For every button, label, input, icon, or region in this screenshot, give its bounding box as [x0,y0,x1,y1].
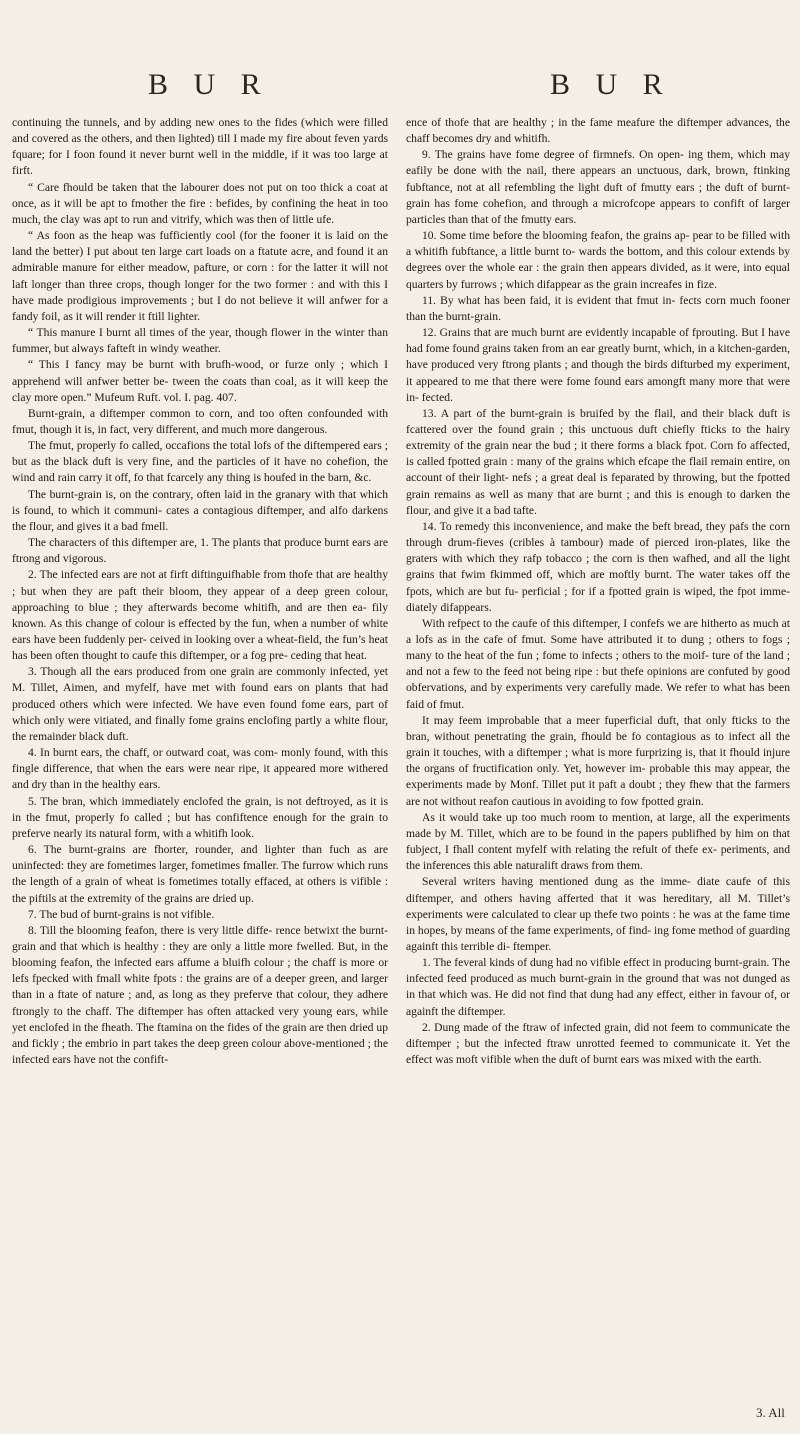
catchword: 3. All [756,1405,785,1420]
paragraph: “ As foon as the heap was fufficiently cool (for the fooner it is laid on the land the better) I put about ten large cart loads on a ftatute acre, and found it an admirable manure for either meadow, pafture, or corn : for the latter it will not laft longer than three crops, though longer for the two former : and with this I have made prodigious improvements ; but I do not believe it will anfwer for a fandy foil, as it will render it ftill lighter. [12,229,388,323]
paragraph: 11. By what has been faid, it is evident that fmut in- fects corn much fooner than the burnt-grain. [406,293,790,323]
paragraph: “ Care fhould be taken that the labourer does not put on too thick a coat at once, as it will be apt to fmother the fire : befides, by confining the heat in too much, the clay was apt to run and vitrify, which was then of little ufe. [12,180,388,226]
paragraph: 8. Till the blooming feafon, there is very little diffe- rence betwixt the burnt-grain and that which is healthy : they are only a little more fwelled. But, in the blooming feafon, the infected ears affume a bluifh colour ; the chaff is more or lefs fpecked with fmall white fpots : the grains are of a deeper green, and larger than in a ftate of nature ; and, as long as they preferve that colour, they adhere ftrongly to the chaff. The diftemper has often attacked very young ears, while yet enclofed in the fheath. The ftamina on the fides of the grain are then dried up and fickly ; the embrio in part takes the deep green colour above-mentioned ; the infected ears have not the confift- [12,923,388,1067]
paragraph: Several writers having mentioned dung as the imme- diate caufe of this diftemper, and others having afferted that it was hereditary, all M. Tillet’s experiments were calculated to clear up thefe two points : he was at the fame time in hopes, by means of the fame experiments, of find- ing fome method of guarding againft this terrible di- ftemper. [406,875,790,953]
right-column [406,115,790,1068]
paragraph: 5. The bran, which immediately enclofed the grain, is not deftroyed, as it is in the fmut, properly fo called ; but has confiftence enough for the grain to preferve nearly its natural form, with a whitifh look. [12,794,388,840]
paragraph: 12. Grains that are much burnt are evidently incapable of fprouting. But I have had fome found grains taken from an ear greatly burnt, which, in a kitchen-garden, have produced very ftrong plants ; and though the birds difturbed my experiment, it appeared to me that there were fome found ears amongft many more that were in- fected. [406,326,790,404]
paragraph: “ This I fancy may be burnt with brufh-wood, or furze only ; which I apprehend will anfwer better be- tween the coats than coal, as it will keep the clay more open.” Mufeum Ruft. vol. I. pag. 407. [12,358,388,404]
paragraph: ence of thofe that are healthy ; in the fame meafure the diftemper advances, the chaff becomes dry and whitifh. [406,116,790,146]
paragraph: 1. The feveral kinds of dung had no vifible effect in producing burnt-grain. The infected feed produced as much burnt-grain in the ground that was not dunged as in that which was. He did not find that dung had any effect, either in favour of, or againft the diftemper. [406,956,790,1018]
paragraph: 4. In burnt ears, the chaff, or outward coat, was com- monly found, with this fingle difference, that when the ears were near ripe, it appeared more withered and dry than in the healthy ears. [12,746,388,792]
paragraph: “ This manure I burnt all times of the year, though flower in the winter than fummer, but always fafteft in windy weather. [12,326,388,356]
running-head-left: B U R [148,68,270,101]
paragraph: 10. Some time before the blooming feafon, the grains ap- pear to be filled with a whitifh fubftance, a little burnt to- wards the bottom, and this colour extends by degrees over the whole ear : the grain then appears divided, as it were, into equal quarters by furrows ; which difappear as the grain increafes in fize. [406,229,790,291]
running-head-right: B U R [550,68,672,101]
paragraph: The burnt-grain is, on the contrary, often laid in the granary with that which is found, to which it communi- cates a contagious diftemper, and alfo darkens the flour, and gives it a bad fmell. [12,487,388,533]
paragraph: It may feem improbable that a meer fuperficial duft, that only fticks to the bran, without penetrating the grain, fhould be fo contagious as to infect all the grain it touches, with a diftemper ; what is more furprizing is, that it fhould injure the organs of fructification only. Yet, however im- probable this may appear, the experiments made by Monf. Tillet put it paft a doubt ; they fhew that the farmers are not without reafon cautious in avoiding to fow fpotted grain. [406,713,790,808]
paragraph: 3. Though all the ears produced from one grain are commonly infected, yet M. Tillet, Aimen, and myfelf, have met with found ears on plants that had produced others which were infected. We have even found fome ears, part of which only were vitiated, and finally fome grains enclofing partly a white flour, the remainder black duft. [12,665,388,743]
paragraph: 2. Dung made of the ftraw of infected grain, did not feem to communicate the diftemper ; but the infected ftraw unrotted feemed to communicate it. Yet the effect was moft vifible when the duft of burnt ears was mixed with the earth. [406,1020,790,1067]
left-column [12,115,388,1068]
paragraph: 6. The burnt-grains are fhorter, rounder, and lighter than fuch as are uninfected: they are fometimes larger, fometimes fmaller. The furrow which runs the length of a grain of wheat is fometimes totally effaced, at others is vifible : the piftils at the extremity of the grains are dried up. [12,843,388,905]
paragraph: The characters of this diftemper are, 1. The plants that produce burnt ears are ftrong and vigorous. [12,536,388,566]
paragraph: 2. The infected ears are not at firft diftinguifhable from thofe that are healthy ; but when they are paft their bloom, they appear of a deep green colour, approaching to blue ; they afterwards become whitifh, and are then ea- fily known. As this change of colour is effected by the fun, when a number of white ears have been fuddenly per- ceived in looking over a wheat-field, the fun’s heat has been often thought to caufe this diftemper, or a fog pre- ceding that heat. [12,568,388,663]
paragraph: As it would take up too much room to mention, at large, all the experiments made by M. Tillet, which are to be found in the papers publifhed by him on that fubject, I fhall content myfelf with relating the refult of thefe ex- periments, and the inferences this able naturalift draws from them. [406,810,790,873]
entry-burnt-grain: Burnt-grain, a diftemper common to corn, and too often confounded with fmut, though it is, in fact, very different, and much more dangerous. [12,406,388,436]
paragraph: 13. A part of the burnt-grain is bruifed by the flail, and their black duft is fcattered over the found grain ; this unctuous duft chiefly fticks to the hairy extremity of the grain near the bud ; it there forms a black fpot. Corn fo affected, is called fpotted grain : many of the grains which efcape the flail remain entire, on account of their light- nefs ; a great deal is feparated by throwing, but the fpotted grain remains as well as many that are burnt ; and this is enough to darken the flour, and give it a bad tafte. [406,406,790,517]
paragraph: The fmut, properly fo called, occafions the total lofs of the diftempered ears ; but as the black duft is very fine, and the particles of it have no cohefion, the wind and rain carry it off, fo that fcarcely any thing is houfed in the barn, &c. [12,439,388,485]
paragraph: 7. The bud of burnt-grains is not vifible. [28,907,215,921]
paragraph: continuing the tunnels, and by adding new ones to the fides (which were filled and covered as the others, and then lighted) till I made my fire about feven yards fquare; for I foon found it never burnt well in the middle, if it was too large at firft. [12,116,388,178]
paragraph: 14. To remedy this inconvenience, and make the beft bread, they pafs the corn through drum-fieves (cribles à tambour) made of pierced iron-plates, like the graters with which they rafp tobacco ; the corn is then wafhed, and all the light grains that fwim fkimmed off, which are moftly burnt. The water takes off the fpots, which are but fu- perficial ; for if a fpotted grain is wiped, the fpot imme- diately difappears. [406,519,790,614]
paragraph: With refpect to the caufe of this diftemper, I confefs we are hitherto as much at a lofs as in the cafe of fmut. Some have attributed it to dung ; others to fogs ; many to the heat of the fun ; fome to infects ; others to the moif- ture of the land ; and not a few to the feed not being ripe : but thefe opinions are confuted by good obfervations, and by experiments very carefully made. We refer to what has been faid of fmut. [406,616,790,711]
paragraph: 9. The grains have fome degree of firmnefs. On open- ing them, which may eafily be done with the nail, there appears an unctuous, dark, brown, ftinking fubftance, not at all refembling the light duft of fmutty ears ; the duft of burnt-grain has fome cohefion, and through a microfcope appears to confift of larger particles than that of the fmutty ears. [406,148,790,226]
